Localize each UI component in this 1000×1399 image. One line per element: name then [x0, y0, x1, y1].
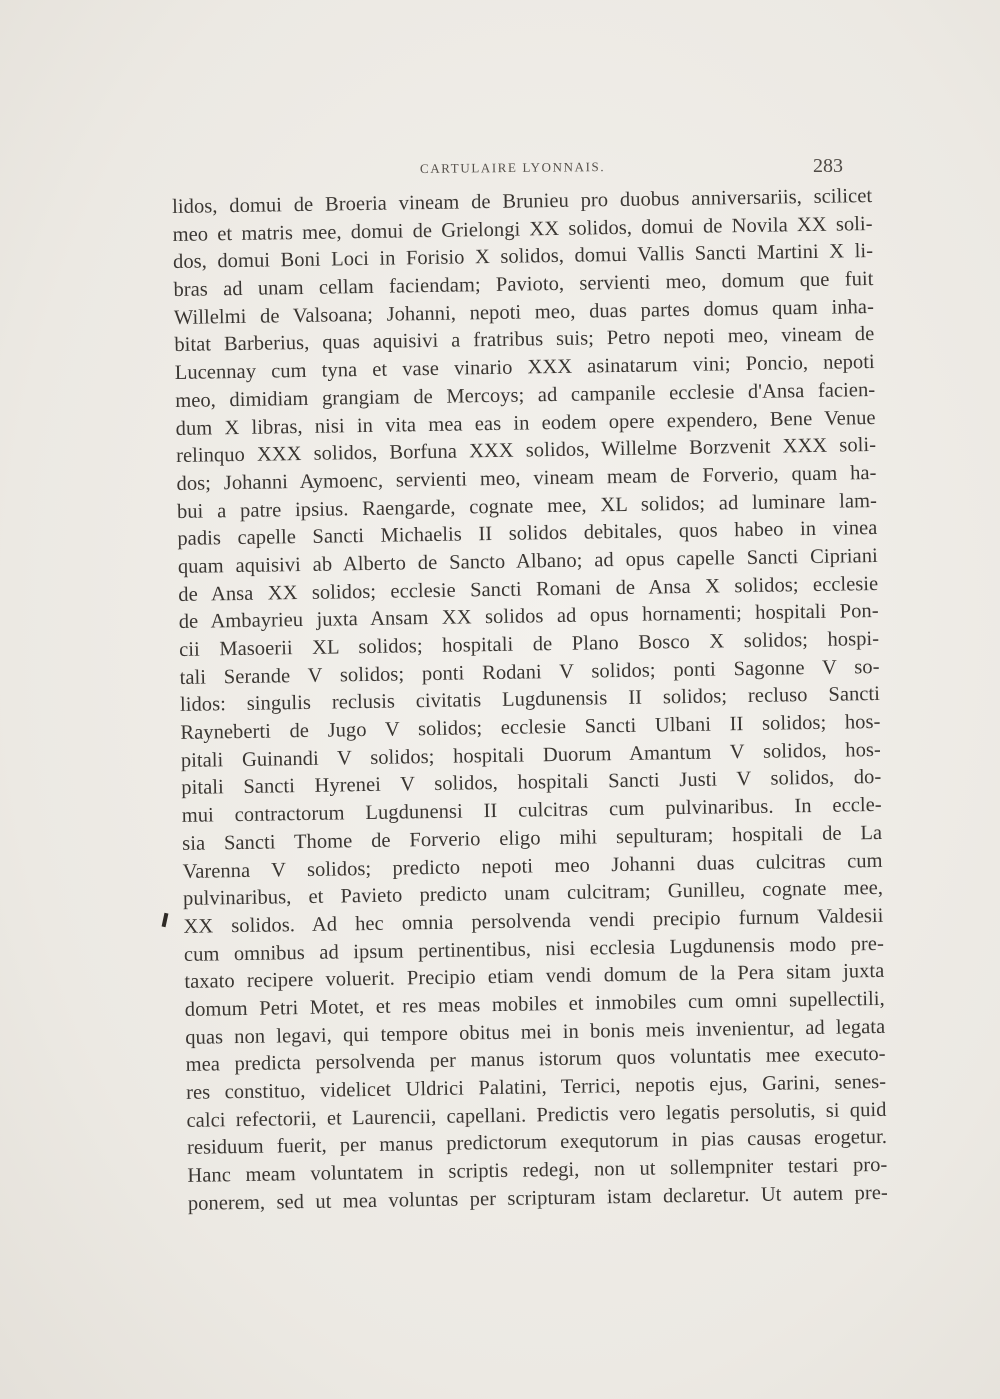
text-line: mui contractorum Lugdunensi II culcitras cum pulvinaribus. In eccle-: [181, 794, 882, 828]
text-line: bui a patre ipsius. Raengarde, cognate mee, XL solidos; ad luminare lam-: [176, 489, 878, 523]
text-line: cum omnibus ad ipsum pertinentibus, nisi ecclesia Lugdunensis modo pre-: [183, 932, 885, 966]
text-line: meo, dimidiam grangiam de Mercoys; ad campanile ecclesie d'Ansa facien-: [175, 378, 876, 412]
text-line: lidos, domui de Broeria vineam de Brunieu pro duobus anniversariis, scilicet: [172, 185, 873, 218]
text-line: lidos: singulis reclusis civitatis Lugdunensis II solidos; recluso Sancti: [179, 683, 881, 717]
text-line: bitat Barberius, quas aquisivi a fratribus suis; Petro nepoti meo, vineam de: [174, 323, 875, 357]
text-line: bras ad unam cellam faciendam; Pavioto, servienti meo, domum que fuit: [173, 268, 874, 302]
text-line: pitali Sancti Hyrenei V solidos, hospitali Sancti Justi V solidos, do-: [181, 766, 882, 800]
text-line: residuum fuerit, per manus predictorum exequtorum in pias causas erogetur.: [186, 1126, 888, 1160]
text-line: res constituo, videlicet Uldrici Palatini, Terrici, nepotis ejus, Garini, senes-: [185, 1070, 887, 1104]
text-line: XX solidos. Ad hec omnia persolvenda vendi precipio furnum Valdesii: [183, 904, 884, 938]
text-line: Rayneberti de Jugo V solidos; ecclesie Sancti Ulbani II solidos; hos-: [180, 711, 881, 744]
text-line: Hanc meam voluntatem in scriptis redegi, non ut sollempniter testari pro-: [187, 1153, 888, 1187]
text-line: cii Masoerii XL solidos; hospitali de Plano Bosco X solidos; hospi-: [178, 627, 880, 661]
text-line: dos, domui Boni Loci in Forisio X solidos, domui Vallis Sancti Martini X li-: [172, 240, 874, 274]
text-line: Varenna V solidos; predicto nepoti meo Johanni duas culcitras cum: [182, 849, 883, 883]
margin-mark: [162, 913, 169, 928]
body-text: [172, 183, 888, 1218]
text-line: quas non legavi, qui tempore obitus mei in bonis meis invenientur, ad legata: [185, 1015, 886, 1049]
text-line: mea predicta persolvenda per manus istorum quos voluntatis mee executo-: [185, 1043, 886, 1077]
text-line: dum X libras, nisi in vita mea eas in eodem opere expendero, Bene Venue: [175, 406, 876, 440]
text-line: ponerem, sed ut mea voluntas per scripturam istam declaretur. Ut autem pre-: [187, 1181, 888, 1215]
text-line: meo et matris mee, domui de Grielongi XX solidos, domui de Novila XX soli-: [172, 212, 873, 246]
running-head: CARTULAIRE LYONNAIS.: [419, 159, 606, 176]
text-line: dos; Johanni Aymoenc, servienti meo, vineam meam de Forverio, quam ha-: [176, 461, 877, 495]
text-line: relinquo XXX solidos, Borfuna XXX solidos, Willelme Borzvenit XXX soli-: [175, 434, 877, 468]
text-line: de Ambayrieu juxta Ansam XX solidos ad opus hornamenti; hospitali Pon-: [178, 600, 879, 634]
text-line: pulvinaribus, et Pavieto predicto unam culcitram; Gunilleu, cognate mee,: [182, 877, 884, 911]
text-line: domum Petri Motet, et res meas mobiles et inmobiles cum omni supellectili,: [184, 987, 885, 1021]
text-line: calci refectorii, et Laurencii, capellani. Predictis vero legatis persolutis, si quid: [186, 1098, 887, 1132]
text-line: de Ansa XX solidos; ecclesie Sancti Romani de Ansa X solidos; ecclesie: [178, 572, 879, 606]
text-line: tali Serande V solidos; ponti Rodani V solidos; ponti Sagonne V so-: [179, 655, 880, 689]
text-line: sia Sancti Thome de Forverio eligo mihi sepulturam; hospitali de La: [182, 821, 883, 855]
text-line: Lucennay cum tyna et vase vinario XXX asinatarum vini; Poncio, nepoti: [174, 351, 875, 385]
text-line: pitali Guinandi V solidos; hospitali Duorum Amantum V solidos, hos-: [180, 738, 881, 772]
text-line: quam aquisivi ab Alberto de Sancto Albano; ad opus capelle Sancti Cipriani: [177, 544, 878, 578]
page-number: 283: [813, 155, 843, 177]
text-line: padis capelle Sancti Michaelis II solidos debitales, quos habeo in vinea: [177, 517, 878, 551]
text-line: Willelmi de Valsoana; Johanni, nepoti meo, duas partes domus quam inha-: [173, 295, 875, 329]
text-line: taxato recipere voluerit. Precipio etiam vendi domum de la Pera sitam juxta: [184, 960, 885, 994]
